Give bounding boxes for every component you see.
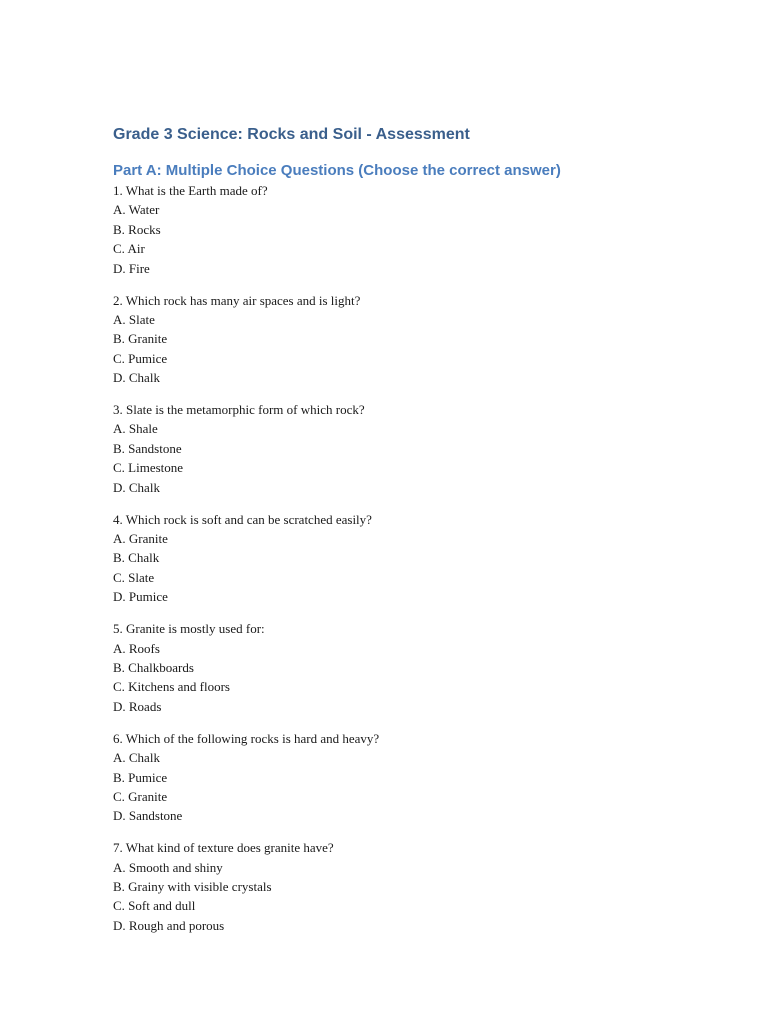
- answer-option: D. Sandstone: [113, 808, 183, 824]
- question-list: [113, 181, 713, 935]
- answer-option: B. Sandstone: [113, 440, 182, 456]
- answer-option: B. Chalk: [113, 550, 160, 566]
- answer-option: B. Pumice: [113, 769, 168, 785]
- document-page: [113, 124, 713, 948]
- answer-option: D. Pumice: [113, 589, 168, 605]
- question-text: 4. Which rock is soft and can be scratched easily?: [113, 511, 372, 527]
- answer-option: A. Smooth and shiny: [113, 859, 223, 875]
- question-block: [113, 729, 713, 826]
- question-text: 5. Granite is mostly used for:: [113, 621, 265, 637]
- question-block: [113, 510, 713, 607]
- answer-option: B. Granite: [113, 331, 168, 347]
- question-text: 3. Slate is the metamorphic form of which rock?: [113, 402, 365, 418]
- answer-option: C. Limestone: [113, 460, 184, 476]
- answer-option: A. Water: [113, 202, 160, 218]
- answer-option: C. Kitchens and floors: [113, 679, 230, 695]
- answer-option: C. Pumice: [113, 350, 168, 366]
- answer-option: D. Chalk: [113, 479, 160, 495]
- answer-option: A. Granite: [113, 531, 168, 547]
- answer-option: D. Roads: [113, 698, 162, 714]
- question-block: [113, 181, 713, 278]
- answer-option: A. Roofs: [113, 640, 160, 656]
- answer-option: B. Rocks: [113, 221, 161, 237]
- answer-option: C. Soft and dull: [113, 898, 196, 914]
- answer-option: B. Grainy with visible crystals: [113, 879, 272, 895]
- answer-option: D. Rough and porous: [113, 917, 225, 933]
- answer-option: C. Slate: [113, 569, 155, 585]
- answer-option: A. Shale: [113, 421, 158, 437]
- question-text: 7. What kind of texture does granite have?: [113, 840, 334, 856]
- answer-option: C. Granite: [113, 788, 168, 804]
- answer-option: C. Air: [113, 241, 145, 257]
- question-block: [113, 291, 713, 388]
- answer-option: D. Fire: [113, 260, 150, 276]
- question-block: [113, 400, 713, 497]
- question-text: 6. Which of the following rocks is hard and heavy?: [113, 730, 380, 746]
- answer-option: A. Chalk: [113, 750, 160, 766]
- page-title: Grade 3 Science: Rocks and Soil - Assessment: [113, 126, 470, 143]
- section-heading: Part A: Multiple Choice Questions (Choose the correct answer): [113, 162, 561, 179]
- question-text: 2. Which rock has many air spaces and is light?: [113, 292, 361, 308]
- answer-option: D. Chalk: [113, 370, 160, 386]
- answer-option: A. Slate: [113, 311, 155, 327]
- answer-option: B. Chalkboards: [113, 659, 194, 675]
- question-block: [113, 619, 713, 716]
- question-block: [113, 838, 713, 935]
- question-text: 1. What is the Earth made of?: [113, 183, 268, 198]
